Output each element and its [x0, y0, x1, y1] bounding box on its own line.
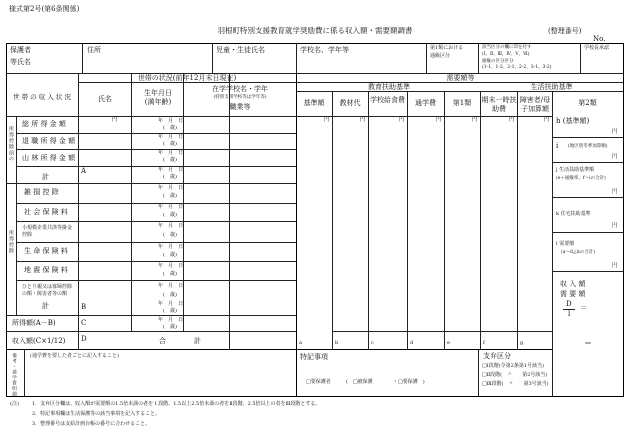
h-base-amount: h (基準額) — [556, 117, 590, 125]
h-yen: 円 — [612, 129, 618, 135]
guardian-name-label: 等氏名 — [10, 58, 31, 66]
tier-3[interactable]: □Ⅲ段階( 〃 第3号該当) — [482, 381, 549, 387]
page-title: 羽根町特別支援教育就学奨励費に係る収入額・需要額調書 — [217, 26, 413, 35]
serial-label: (整理番号) — [548, 27, 582, 35]
option-needs-protection[interactable]: ・□要保護 ) — [393, 379, 425, 385]
birth-label: 生年月日 — [144, 89, 172, 97]
class-note-2: (Ⅰ、Ⅱ、Ⅲ、Ⅳ、Ⅴ、Ⅵ) — [482, 52, 530, 57]
remarks-note[interactable]: (通学費を要した者ごとに記入すること) — [30, 353, 119, 359]
i-note: (地区別冬季加算額) — [568, 144, 608, 149]
income-ab-label: 所得額(A－B) — [12, 319, 56, 327]
col-disabled: 障害者/母子加算額 — [519, 96, 551, 114]
col-materials: 教材代 — [339, 99, 361, 107]
subtotal-b-label: 計 — [42, 302, 49, 310]
l-yen: 円 — [612, 263, 618, 269]
household-section: 世帯の状況(前年12月末日現在) — [137, 74, 237, 82]
ratio-d: D — [566, 300, 572, 308]
option-recipient[interactable]: ( □被保護 — [346, 379, 373, 385]
child-name-label: 児童・生徒氏名 — [216, 46, 265, 54]
k-yen: 円 — [612, 223, 618, 229]
school-job-label-1: 在学学校名・学年 — [212, 85, 268, 93]
age-label: (満年齢) — [144, 98, 172, 106]
school-job-label-3: 職業等 — [229, 103, 251, 111]
tier-2[interactable]: □Ⅱ段階( 〃 第2号該当) — [482, 372, 548, 378]
deduction-small-business: 小規模企業共済等掛金控除 — [22, 225, 73, 238]
col-commute: 通学費 — [415, 99, 436, 107]
grand-total-label: 合 計 — [159, 337, 201, 345]
special-notes-label: 特記事項 — [300, 353, 328, 361]
income-header: 世 帯 の 収 入 状 況 — [13, 93, 71, 101]
form-number: 様式第2号(第6条関係) — [9, 5, 80, 13]
deduction-earthquake: 地 震 保 険 料 — [24, 266, 68, 274]
col-cat1: 第1類 — [452, 99, 472, 107]
l-label: l 需要額 — [556, 241, 575, 247]
remarks-side-label: 備考・通学費明細 — [11, 353, 17, 397]
edu-aid-header: 教育扶助基準 — [368, 83, 410, 91]
col-lunch: 学校給食費 — [370, 96, 405, 104]
note-3: 3．整理番号は支給計画台帳の番号に合わせること。 — [32, 421, 151, 427]
class-note-1: 該当区分の欄に印を付す — [482, 45, 532, 50]
subtotal-b-marker: B — [81, 303, 87, 311]
note-1: 1．支弁区分欄は、収入額が需要額の1.5倍未満の者を Ⅰ 段階、1.5以上2.5倍未満の者をⅡ段階、2.5倍以上の者をⅢ段階とする。 — [32, 401, 321, 407]
serial-number[interactable]: No. — [593, 35, 606, 43]
note-2: 2．特記事項欄は生活保護等の該当事項を記入すること。 — [32, 411, 161, 417]
category-label-1: 第1類における — [430, 45, 464, 51]
class-note-4: (1-1、1-2、2-1、2-2、3-1、3-2) — [482, 65, 552, 70]
income-group-deduction: 所得控除 — [8, 230, 14, 254]
col-base: 基準額 — [303, 99, 325, 107]
i-label: i — [556, 142, 559, 150]
needs-header: 需要額等 — [446, 74, 475, 82]
total-income-label: 総 所 得 金 額 — [22, 120, 66, 128]
guardian-label: 保護者 — [10, 46, 31, 54]
notes-label: (注) — [10, 401, 19, 407]
category-label-2: 通級区分 — [430, 53, 451, 59]
school-job-label-2: (特別支援学校等は学年等) — [213, 95, 267, 100]
principal-approval: 学校長承認 — [584, 45, 610, 51]
deduction-social-insurance: 社 会 保 険 料 — [24, 208, 68, 216]
ratio-l: l — [568, 310, 571, 318]
l-note: (a～d,j,kの合計) — [561, 250, 596, 255]
deduction-life-insurance: 生 命 保 険 料 — [24, 247, 68, 255]
forest-income-label: 山 林 所 得 金 額 — [22, 154, 76, 162]
j-note: (e＋通級率、f～iの合計) — [556, 176, 606, 181]
deduction-single-parent: ひとり親又は寡婦控除の額・障害者等の額 — [22, 284, 73, 297]
support-tier-label: 支弁区分 — [483, 352, 511, 360]
life-aid-header: 生活扶助基準 — [530, 83, 573, 91]
income-c-marker: C — [81, 319, 87, 327]
ratio-equals-bottom: ＝ — [584, 339, 592, 348]
household-name-label: 氏名 — [98, 95, 112, 103]
address-label: 住所 — [87, 46, 101, 54]
school-label: 学校名、学年等 — [300, 46, 349, 54]
subtotal-a-label: 計 — [42, 173, 49, 181]
income-d-marker: D — [81, 335, 87, 343]
retirement-income-label: 退 職 所 得 金 額 — [22, 137, 76, 145]
ratio-needs: 需 要 額 — [560, 290, 586, 298]
option-protected[interactable]: □要保護者 — [306, 379, 331, 385]
deduction-casualty: 雑 損 控 除 — [24, 188, 59, 196]
ratio-equals: ＝ — [580, 304, 587, 312]
income-group-before: 所得控除前の — [8, 126, 14, 162]
class-note-3: 通級の区分区分 — [482, 59, 514, 64]
ratio-income: 収 入 額 — [560, 280, 586, 288]
tier-1[interactable]: □Ⅰ段階(令第2条第1号該当) — [482, 363, 544, 369]
yen-unit: 円 — [112, 117, 118, 123]
j-yen: 円 — [612, 189, 618, 195]
i-yen: 円 — [612, 154, 618, 160]
col-period: 期末一時扶助費 — [481, 96, 517, 114]
j-label: j 生活扶助基準額 — [556, 167, 595, 173]
col-cat2: 第2類 — [578, 99, 597, 107]
income-c-label: 収入額(C×1/12) — [12, 337, 66, 345]
subtotal-a-marker: A — [81, 167, 87, 175]
k-label: k 住宅扶助基準 — [556, 211, 591, 217]
